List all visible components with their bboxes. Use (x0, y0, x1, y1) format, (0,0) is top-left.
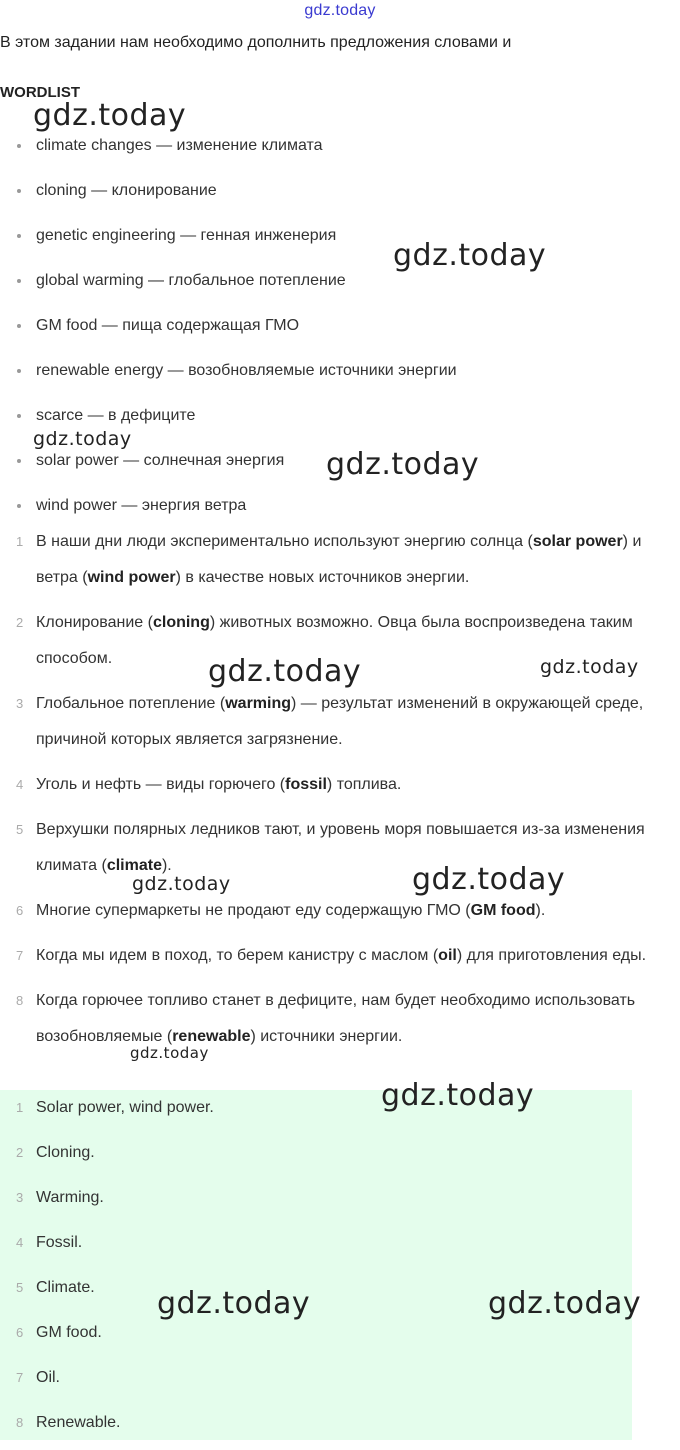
task-item (0, 524, 680, 596)
bullet-icon (17, 324, 21, 328)
watermark: gdz.today (132, 873, 231, 895)
bullet-icon (17, 189, 21, 193)
task-item (0, 983, 680, 1055)
task-answer-word: oil (438, 947, 457, 964)
task-item (0, 767, 680, 803)
task-number: 4 (16, 777, 24, 792)
watermark: gdz.today (540, 656, 639, 678)
task-number: 1 (16, 534, 24, 549)
watermark: gdz.today (326, 447, 480, 482)
answer-number: 5 (16, 1280, 24, 1295)
answer-number: 7 (16, 1370, 24, 1385)
answer-number: 1 (16, 1100, 24, 1115)
task-number: 3 (16, 696, 24, 711)
task-text: Когда горючее топливо станет в дефиците, нам будет необходимо использовать возобновляемые ( (36, 992, 636, 1045)
watermark: gdz.today (208, 654, 362, 689)
wordlist-item-text: wind power — энергия ветра (36, 497, 247, 514)
answer-number: 2 (16, 1145, 24, 1160)
header-watermark: gdz.today (304, 2, 376, 19)
task-answer-word: wind power (87, 569, 176, 586)
task-text: ) топлива. (326, 776, 402, 793)
wordlist-item-text: cloning — клонирование (36, 182, 217, 199)
task-number: 6 (16, 903, 24, 918)
bullet-icon (17, 144, 21, 148)
task-text: ) — результат изменений в окружающей среде, причиной которых является загрязнение. (36, 695, 644, 748)
task-text: Когда мы идем в поход, то берем канистру с маслом ( (36, 947, 439, 964)
answer-text: Climate. (36, 1279, 95, 1296)
task-item (0, 938, 680, 974)
task-text: ) и ветра ( (36, 533, 642, 586)
bullet-icon (17, 234, 21, 238)
watermark: gdz.today (33, 98, 187, 133)
answer-number: 3 (16, 1190, 24, 1205)
watermark: gdz.today (157, 1286, 311, 1321)
task-number: 2 (16, 615, 24, 630)
answer-text: Cloning. (36, 1144, 95, 1161)
bullet-icon (17, 369, 21, 373)
answer-text: Fossil. (36, 1234, 83, 1251)
wordlist-item-text: renewable energy — возобновляемые источники энергии (36, 362, 457, 379)
task-list (0, 524, 680, 1064)
task-text: ). (161, 857, 172, 874)
answer-text: Oil. (36, 1369, 60, 1386)
answer-item (0, 1225, 632, 1270)
wordlist-title: WORDLIST (0, 84, 80, 101)
intro-text: В этом задании нам необходимо дополнить предложения словами и (0, 34, 512, 51)
answer-item (0, 1135, 632, 1180)
answer-item (0, 1405, 632, 1450)
task-answer-word: renewable (172, 1028, 251, 1045)
wordlist-item-text: global warming — глобальное потепление (36, 272, 346, 289)
task-text: ) источники энергии. (250, 1028, 403, 1045)
watermark: gdz.today (393, 238, 547, 273)
wordlist-item (0, 263, 680, 308)
answer-item (0, 1180, 632, 1225)
task-answer-word: climate (106, 857, 162, 874)
task-answer-word: warming (225, 695, 292, 712)
bullet-icon (17, 504, 21, 508)
wordlist-item-text: GM food — пища содержащая ГМО (36, 317, 300, 334)
answer-item (0, 1360, 632, 1405)
answer-number: 8 (16, 1415, 24, 1430)
task-item (0, 812, 680, 884)
answer-text: GM food. (36, 1324, 102, 1341)
wordlist-item (0, 218, 680, 263)
wordlist-item-text: genetic engineering — генная инженерия (36, 227, 337, 244)
wordlist-item-text: solar power — солнечная энергия (36, 452, 285, 469)
task-answer-word: cloning (152, 614, 210, 631)
answer-number: 4 (16, 1235, 24, 1250)
wordlist-item-text: climate changes — изменение климата (36, 137, 323, 154)
task-text: Клонирование ( (36, 614, 153, 631)
watermark: gdz.today (412, 862, 566, 897)
watermark: gdz.today (130, 1044, 209, 1062)
answer-list (0, 1090, 632, 1450)
task-answer-word: GM food (470, 902, 536, 919)
task-text: ) для приготовления еды. (456, 947, 647, 964)
answer-number: 6 (16, 1325, 24, 1340)
task-item (0, 893, 680, 929)
task-answer-word: fossil (285, 776, 327, 793)
task-text: В наши дни люди экспериментально используют энергию солнца ( (36, 533, 533, 550)
answer-item (0, 1090, 632, 1135)
task-number: 7 (16, 948, 24, 963)
answer-text: Warming. (36, 1189, 104, 1206)
wordlist-item (0, 353, 680, 398)
task-text: Глобальное потепление ( (36, 695, 226, 712)
watermark: gdz.today (488, 1286, 642, 1321)
wordlist-item (0, 308, 680, 353)
task-text: ) в качестве новых источников энергии. (175, 569, 470, 586)
task-text: Уголь и нефть — виды горючего ( (36, 776, 286, 793)
bullet-icon (17, 414, 21, 418)
watermark: gdz.today (33, 428, 132, 450)
watermark: gdz.today (381, 1078, 535, 1113)
task-text: Многие супермаркеты не продают еду содержащую ГМО ( (36, 902, 471, 919)
answer-item (0, 1315, 632, 1360)
answer-text: Solar power, wind power. (36, 1099, 214, 1116)
task-text: ). (535, 902, 546, 919)
bullet-icon (17, 459, 21, 463)
wordlist-item-text: scarce — в дефиците (36, 407, 196, 424)
task-text: Верхушки полярных ледников тают, и уровень моря повышается из-за изменения климата ( (36, 821, 645, 874)
wordlist-item (0, 128, 680, 173)
task-text: ) животных возможно. Овца была воспроизведена таким способом. (36, 614, 633, 667)
answer-text: Renewable. (36, 1414, 121, 1431)
task-answer-word: solar power (532, 533, 623, 550)
task-number: 8 (16, 993, 24, 1008)
wordlist-item (0, 173, 680, 218)
task-item (0, 686, 680, 758)
task-number: 5 (16, 822, 24, 837)
bullet-icon (17, 279, 21, 283)
